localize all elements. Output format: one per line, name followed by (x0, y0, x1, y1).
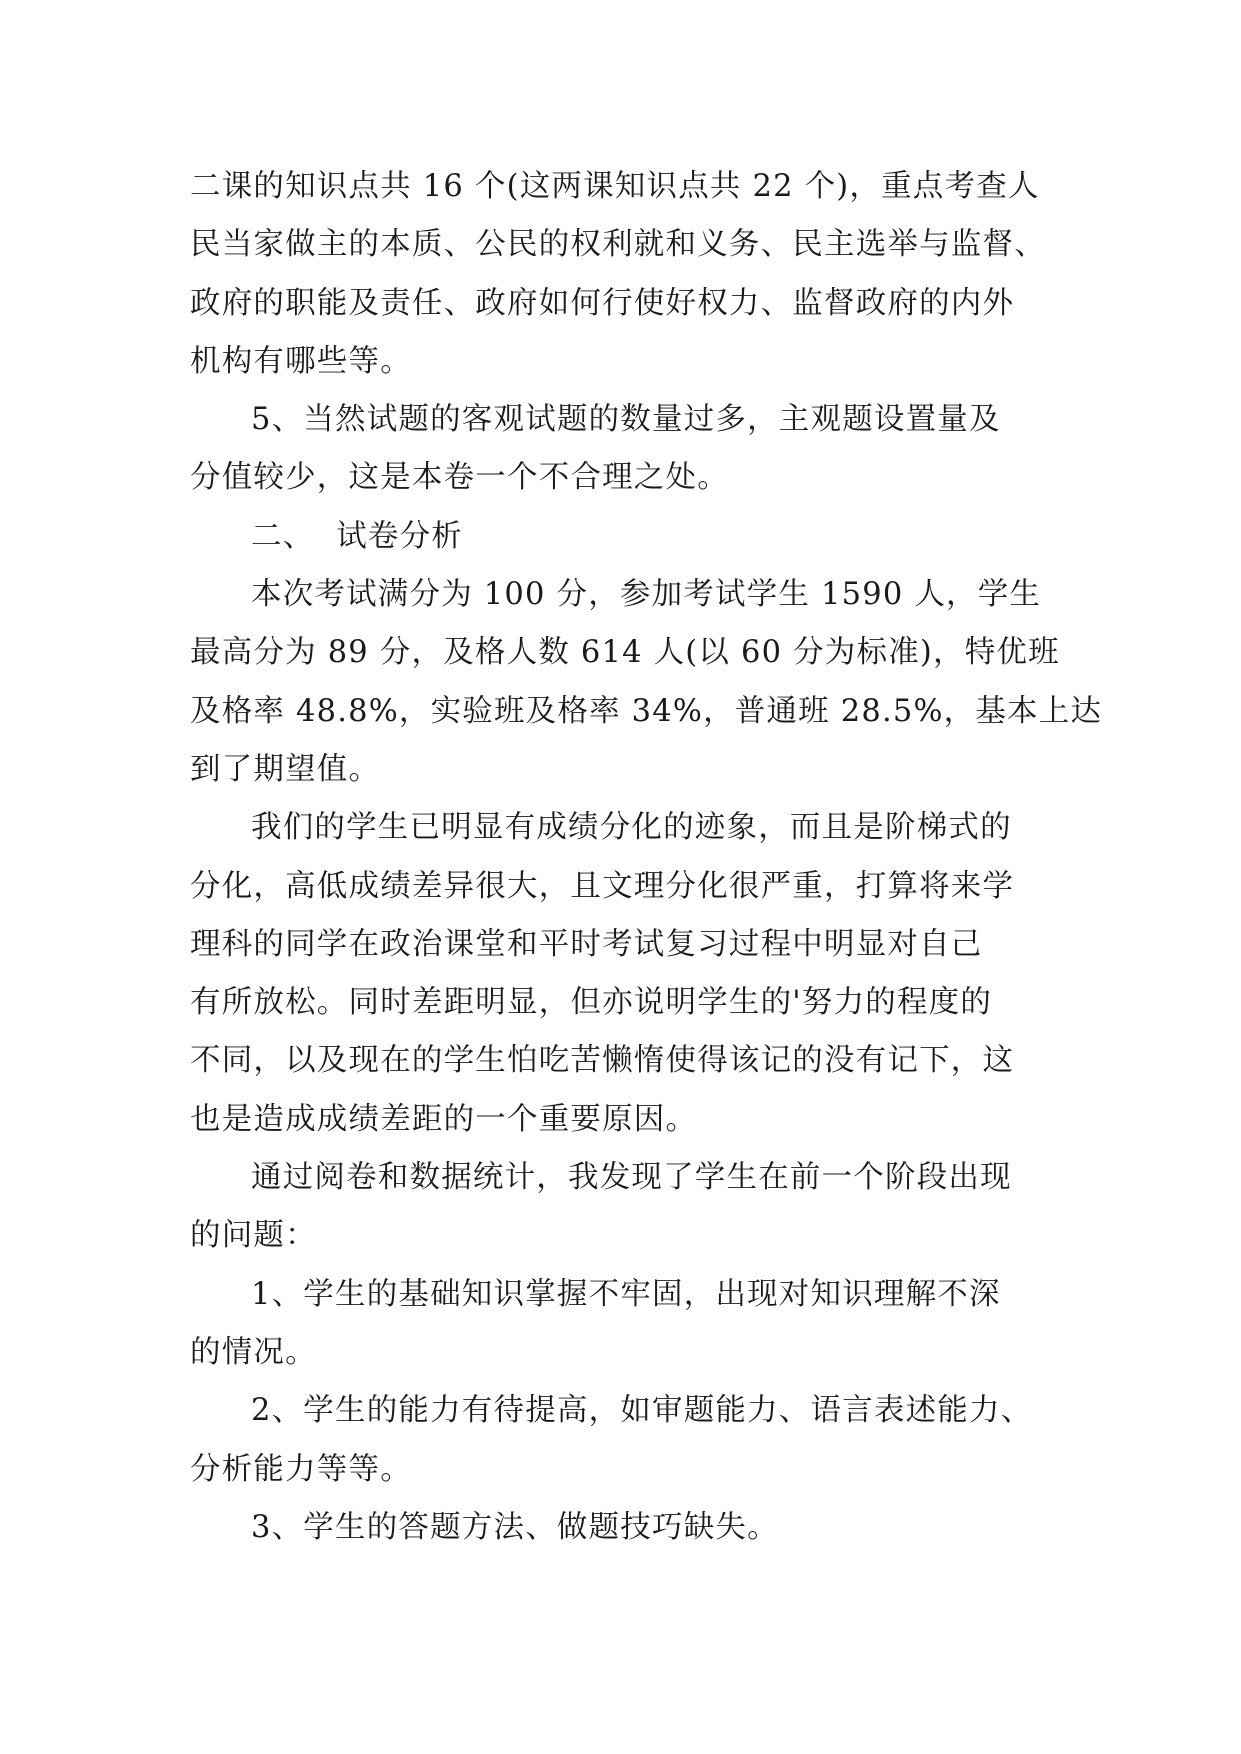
text-line: 二课的知识点共 16 个(这两课知识点共 22 个)，重点考查人 (190, 169, 1040, 204)
text-line: 5、当然试题的客观试题的数量过多，主观题设置量及 (251, 402, 1001, 438)
text-line: 最高分为 89 分，及格人数 614 人(以 60 分为标准)，特优班 (190, 635, 1060, 671)
text-line: 的情况。 (190, 1334, 317, 1370)
text-line: 分值较少，这是本卷一个不合理之处。 (190, 460, 729, 496)
paragraph-finding-2 (190, 1382, 1058, 1499)
document-body (190, 158, 1103, 1557)
text-line: 3、学生的答题方法、做题技巧缺失。 (251, 1509, 779, 1545)
section-heading-analysis (190, 508, 1058, 566)
text-line: 政府的职能及责任、政府如何行使好权力、监督政府的内外 (190, 285, 1015, 321)
paragraph-exam-stats (190, 566, 1103, 799)
text-line: 我们的学生已明显有成绩分化的迹象，而且是阶梯式的 (251, 810, 1012, 846)
paragraph-finding-3 (190, 1499, 1058, 1557)
text-line: 通过阅卷和数据统计，我发现了学生在前一个阶段出现 (251, 1160, 1012, 1196)
text-line: 机构有哪些等。 (190, 343, 412, 379)
text-line: 有所放松。同时差距明显，但亦说明学生的'努力的程度的 (190, 985, 993, 1021)
text-line: 1、学生的基础知识掌握不牢固，出现对知识理解不深 (251, 1276, 1001, 1312)
text-line: 到了期望值。 (190, 751, 381, 787)
text-line: 2、学生的能力有待提高，如审题能力、语言表述能力、 (251, 1393, 1033, 1429)
paragraph-knowledge-points (190, 158, 1058, 391)
text-line: 分化，高低成绩差异很大，且文理分化很严重，打算将来学 (190, 868, 1015, 904)
paragraph-item-5 (190, 391, 1058, 508)
text-line: 本次考试满分为 100 分，参加考试学生 1590 人，学生 (251, 577, 1042, 613)
text-line: 不同，以及现在的学生怕吃苦懒惰使得该记的没有记下，这 (190, 1043, 1015, 1079)
section-heading: 二、 试卷分析 (251, 518, 463, 554)
paragraph-score-differentiation (190, 799, 1058, 1149)
paragraph-findings-intro (190, 1149, 1058, 1266)
text-line: 分析能力等等。 (190, 1451, 412, 1487)
text-line: 民当家做主的本质、公民的权利就和义务、民主选举与监督、 (190, 227, 1046, 263)
text-line: 及格率 48.8%，实验班及格率 34%，普通班 28.5%，基本上达 (190, 693, 1103, 729)
text-line: 理科的同学在政治课堂和平时考试复习过程中明显对自己 (190, 926, 983, 962)
text-line: 的问题： (190, 1218, 317, 1254)
paragraph-finding-1 (190, 1266, 1058, 1383)
text-line: 也是造成成绩差距的一个重要原因。 (190, 1101, 698, 1137)
